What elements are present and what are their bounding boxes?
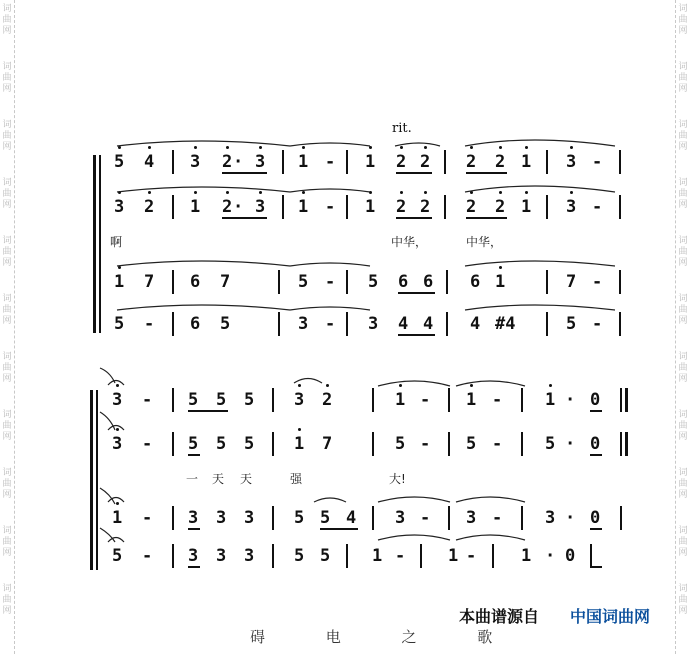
watermark-char: 曲 xyxy=(2,247,12,257)
note: 1 xyxy=(190,197,201,217)
dash-extension: - xyxy=(420,508,431,528)
note: 3 xyxy=(216,508,227,528)
note: 4 xyxy=(144,152,155,172)
note: 1 xyxy=(521,546,532,566)
watermark-char: 曲 xyxy=(2,537,12,547)
dot-rhythm: · xyxy=(233,197,244,217)
watermark-char: 曲 xyxy=(678,189,688,199)
note: 5 xyxy=(244,434,255,454)
note: 2 xyxy=(396,197,407,217)
dot-rhythm: · xyxy=(565,508,576,528)
watermark-char: 曲 xyxy=(2,189,12,199)
note: 5 xyxy=(298,272,309,292)
note: 0 xyxy=(590,508,601,528)
lyric: 大! xyxy=(389,472,406,486)
note: 2 xyxy=(222,197,233,217)
note: 1 xyxy=(466,390,477,410)
watermark-char: 网 xyxy=(678,548,688,558)
dot-rhythm: · xyxy=(565,390,576,410)
watermark-char: 词 xyxy=(678,236,688,246)
dash-extension: - xyxy=(492,434,503,454)
note: 4 xyxy=(470,314,481,334)
note: 3 xyxy=(112,434,123,454)
watermark-char: 网 xyxy=(2,606,12,616)
dash-extension: - xyxy=(142,434,153,454)
watermark-char: 曲 xyxy=(2,595,12,605)
note: 3 xyxy=(294,390,305,410)
watermark-char: 网 xyxy=(678,374,688,384)
note: 3 xyxy=(255,152,266,172)
dash-extension: - xyxy=(592,152,603,172)
note: 5 xyxy=(244,390,255,410)
note: 5 xyxy=(216,434,227,454)
note: 1 xyxy=(521,197,532,217)
note: 5 xyxy=(320,546,331,566)
note: 5 xyxy=(220,314,231,334)
dash-extension: - xyxy=(325,272,336,292)
watermark-char: 网 xyxy=(678,490,688,500)
watermark-char: 网 xyxy=(678,258,688,268)
note: 3 xyxy=(188,546,199,566)
note: 3 xyxy=(255,197,266,217)
note: 2 xyxy=(466,197,477,217)
note: 3 xyxy=(566,197,577,217)
watermark-char: 词 xyxy=(678,4,688,14)
watermark-char: 词 xyxy=(2,352,12,362)
note: 3 xyxy=(216,546,227,566)
note: 5 xyxy=(320,508,331,528)
note: 5 xyxy=(545,434,556,454)
note: 2 xyxy=(420,152,431,172)
note: 3 xyxy=(188,508,199,528)
note: 1 xyxy=(495,272,506,292)
note: 2 xyxy=(495,152,506,172)
watermark-char: 词 xyxy=(678,410,688,420)
note: 1 xyxy=(448,546,459,566)
note: 6 xyxy=(190,272,201,292)
watermark-char: 曲 xyxy=(2,131,12,141)
note: 5 xyxy=(114,152,125,172)
watermark-char: 网 xyxy=(2,200,12,210)
watermark-char: 词 xyxy=(2,584,12,594)
note: 3 xyxy=(114,197,125,217)
note: 4 xyxy=(398,314,409,334)
watermark-char: 曲 xyxy=(678,305,688,315)
dash-extension: - xyxy=(592,272,603,292)
note: 5 xyxy=(112,546,123,566)
note: 4 xyxy=(423,314,434,334)
note: 5 xyxy=(466,434,477,454)
watermark-char: 词 xyxy=(678,468,688,478)
watermark-char: 曲 xyxy=(2,479,12,489)
watermark-char: 词 xyxy=(2,4,12,14)
lyric: 一 xyxy=(186,472,199,486)
watermark-char: 词 xyxy=(678,120,688,130)
watermark-char: 曲 xyxy=(678,131,688,141)
note: 3 xyxy=(244,546,255,566)
watermark-char: 网 xyxy=(2,374,12,384)
lyric: 强 xyxy=(290,472,303,486)
site-name-link[interactable]: 中国词曲网 xyxy=(570,607,651,626)
watermark-char: 网 xyxy=(678,316,688,326)
watermark-char: 曲 xyxy=(678,421,688,431)
watermark-char: 词 xyxy=(2,178,12,188)
slur xyxy=(117,141,290,146)
watermark-char: 曲 xyxy=(2,363,12,373)
dash-extension: - xyxy=(325,314,336,334)
note: 5 xyxy=(368,272,379,292)
note: 6 xyxy=(190,314,201,334)
note: 2 xyxy=(222,152,233,172)
watermark-char: 网 xyxy=(2,316,12,326)
lyric: 啊 xyxy=(110,235,123,249)
watermark-char: 曲 xyxy=(2,73,12,83)
note: 7 xyxy=(220,272,231,292)
watermark-char: 曲 xyxy=(678,537,688,547)
note: 5 xyxy=(188,434,199,454)
dash-extension: - xyxy=(492,390,503,410)
watermark-char: 词 xyxy=(2,236,12,246)
note: 2 xyxy=(322,390,333,410)
lyric: 天 xyxy=(240,472,253,486)
watermark-char: 网 xyxy=(2,258,12,268)
watermark-char: 网 xyxy=(678,432,688,442)
note: 4 xyxy=(346,508,357,528)
note: 6 xyxy=(423,272,434,292)
watermark-char: 词 xyxy=(678,526,688,536)
note: 3 xyxy=(368,314,379,334)
watermark-char: 词 xyxy=(2,120,12,130)
note: 2 xyxy=(495,197,506,217)
watermark-char: 曲 xyxy=(678,73,688,83)
watermark-char: 词 xyxy=(2,526,12,536)
dot-rhythm: · xyxy=(565,434,576,454)
watermark-char: 词 xyxy=(678,584,688,594)
lyric: 天 xyxy=(212,472,225,486)
watermark-char: 词 xyxy=(678,178,688,188)
watermark-char: 曲 xyxy=(678,15,688,25)
lyric: 中华， xyxy=(391,235,428,249)
watermark-char: 网 xyxy=(678,200,688,210)
note: 1 xyxy=(294,434,305,454)
note: 3 xyxy=(395,508,406,528)
dash-extension: - xyxy=(142,508,153,528)
watermark-char: 曲 xyxy=(2,305,12,315)
watermark-char: 曲 xyxy=(678,363,688,373)
watermark-char: 网 xyxy=(2,142,12,152)
dash-extension: - xyxy=(592,314,603,334)
watermark-char: 曲 xyxy=(2,421,12,431)
note: 5 xyxy=(114,314,125,334)
watermark-char: 曲 xyxy=(678,595,688,605)
note: 5 xyxy=(294,546,305,566)
note: #4 xyxy=(495,314,516,334)
watermark-char: 网 xyxy=(2,84,12,94)
lyric: 中华， xyxy=(466,235,503,249)
note: 6 xyxy=(398,272,409,292)
note: 5 xyxy=(294,508,305,528)
note: 3 xyxy=(244,508,255,528)
note: 5 xyxy=(395,434,406,454)
watermark-char: 网 xyxy=(2,432,12,442)
note: 1 xyxy=(298,197,309,217)
note: 7 xyxy=(322,434,333,454)
watermark-char: 网 xyxy=(678,606,688,616)
watermark-char: 词 xyxy=(2,62,12,72)
note: 1 xyxy=(112,508,123,528)
source-label: 本曲谱源自 xyxy=(459,607,540,626)
note: 0 xyxy=(590,434,601,454)
watermark-char: 词 xyxy=(2,468,12,478)
dash-extension: - xyxy=(142,546,153,566)
watermark-char: 网 xyxy=(678,26,688,36)
watermark-char: 词 xyxy=(2,410,12,420)
dash-extension: - xyxy=(325,152,336,172)
note: 1 xyxy=(298,152,309,172)
dot-rhythm: · xyxy=(545,546,556,566)
note: 1 xyxy=(365,197,376,217)
note: 3 xyxy=(566,152,577,172)
note: 3 xyxy=(545,508,556,528)
note: 3 xyxy=(112,390,123,410)
note: 3 xyxy=(190,152,201,172)
note: 2 xyxy=(144,197,155,217)
note: 1 xyxy=(372,546,383,566)
watermark-char: 曲 xyxy=(2,15,12,25)
watermark-char: 词 xyxy=(678,294,688,304)
watermark-char: 曲 xyxy=(678,247,688,257)
dash-extension: - xyxy=(492,508,503,528)
note: 1 xyxy=(395,390,406,410)
note: 2 xyxy=(420,197,431,217)
watermark-char: 网 xyxy=(2,490,12,500)
watermark-char: 词 xyxy=(678,62,688,72)
watermark-char: 网 xyxy=(678,84,688,94)
dash-extension: - xyxy=(466,546,477,566)
note: 0 xyxy=(590,390,601,410)
note: 3 xyxy=(298,314,309,334)
note: 6 xyxy=(470,272,481,292)
dot-rhythm: · xyxy=(233,152,244,172)
cutoff-lyric-text: 碍 电 之 歌 xyxy=(250,628,521,646)
note: 1 xyxy=(545,390,556,410)
watermark-char: 网 xyxy=(2,26,12,36)
note: 5 xyxy=(188,390,199,410)
tempo-mark-rit: rit. xyxy=(392,121,412,136)
note: 1 xyxy=(521,152,532,172)
note: 7 xyxy=(566,272,577,292)
note: 1 xyxy=(114,272,125,292)
dash-extension: - xyxy=(142,390,153,410)
watermark-char: 词 xyxy=(678,352,688,362)
watermark-char: 曲 xyxy=(678,479,688,489)
dash-extension: - xyxy=(395,546,406,566)
note: 5 xyxy=(216,390,227,410)
dash-extension: - xyxy=(592,197,603,217)
note: 2 xyxy=(466,152,477,172)
watermark-char: 网 xyxy=(678,142,688,152)
note: 1 xyxy=(365,152,376,172)
note: 5 xyxy=(566,314,577,334)
dash-extension: - xyxy=(144,314,155,334)
dash-extension: - xyxy=(420,434,431,454)
note: 7 xyxy=(144,272,155,292)
note: 2 xyxy=(396,152,407,172)
dash-extension: - xyxy=(420,390,431,410)
watermark-char: 网 xyxy=(2,548,12,558)
watermark-char: 词 xyxy=(2,294,12,304)
note: 0 xyxy=(565,546,576,566)
dash-extension: - xyxy=(325,197,336,217)
note: 3 xyxy=(466,508,477,528)
